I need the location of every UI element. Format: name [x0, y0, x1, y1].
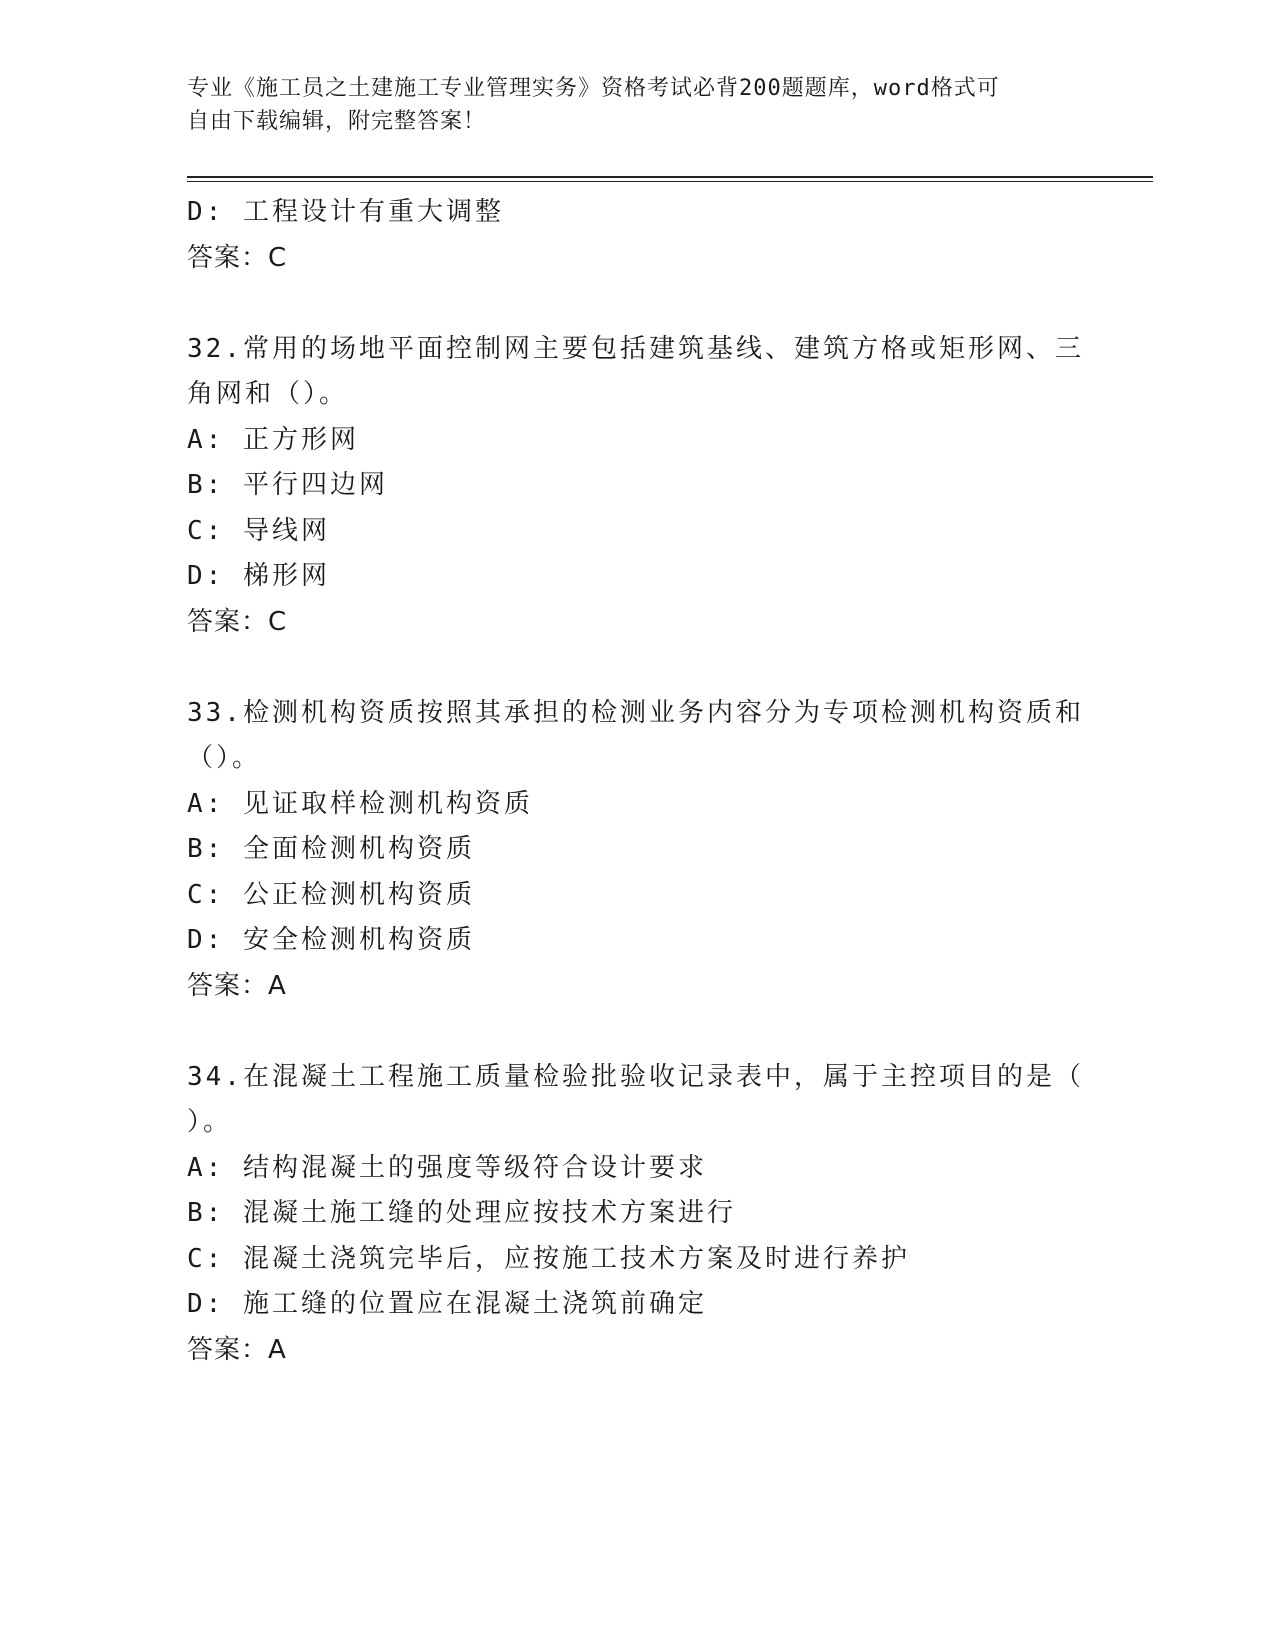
answer-line: 答案：C [187, 242, 288, 273]
spacer [187, 645, 1087, 691]
option-b: B: 平行四边网 [187, 470, 388, 500]
question-text: 34.在混凝土工程施工质量检验批验收记录表中，属于主控项目的是（ [187, 1061, 1084, 1092]
question-block-tail [187, 190, 1087, 281]
option-a: A: 见证取样检测机构资质 [187, 788, 533, 819]
answer-line: 答案：C [187, 606, 288, 637]
question-block-33 [187, 691, 1087, 1010]
option-a: A: 结构混凝土的强度等级符合设计要求 [187, 1152, 707, 1183]
question-list [187, 190, 1087, 1373]
question-block-34 [187, 1055, 1087, 1374]
answer-line: 答案：A [187, 970, 287, 1001]
question-block-32 [187, 327, 1087, 646]
header-divider-thick [187, 176, 1153, 178]
option-b: B: 混凝土施工缝的处理应按技术方案进行 [187, 1198, 736, 1228]
option-a: A: 正方形网 [187, 424, 359, 455]
question-text-continued: ）。 [187, 1107, 233, 1137]
spacer [187, 281, 1087, 327]
question-text-continued: （）。 [187, 743, 262, 773]
question-text: 33.检测机构资质按照其承担的检测业务内容分为专项检测机构资质和 [187, 697, 1084, 728]
option-line: D: 工程设计有重大调整 [187, 197, 504, 227]
option-c: C: 导线网 [187, 515, 330, 546]
option-b: B: 全面检测机构资质 [187, 834, 475, 864]
option-d: D: 施工缝的位置应在混凝土浇筑前确定 [187, 1289, 707, 1319]
header-divider-thin [187, 181, 1153, 182]
option-d: D: 安全检测机构资质 [187, 925, 475, 955]
question-text-continued: 角网和（）。 [187, 379, 349, 409]
option-c: C: 混凝土浇筑完毕后，应按施工技术方案及时进行养护 [187, 1243, 910, 1274]
question-text: 32.常用的场地平面控制网主要包括建筑基线、建筑方格或矩形网、三 [187, 333, 1084, 364]
option-c: C: 公正检测机构资质 [187, 879, 475, 910]
document-header [187, 72, 1067, 138]
header-line-2: 自由下载编辑，附完整答案！ [187, 109, 487, 134]
option-d: D: 梯形网 [187, 561, 330, 591]
answer-line: 答案：A [187, 1334, 287, 1365]
spacer [187, 1009, 1087, 1055]
header-line-1: 专业《施工员之土建施工专业管理实务》资格考试必背200题题库，word格式可 [187, 76, 1000, 101]
